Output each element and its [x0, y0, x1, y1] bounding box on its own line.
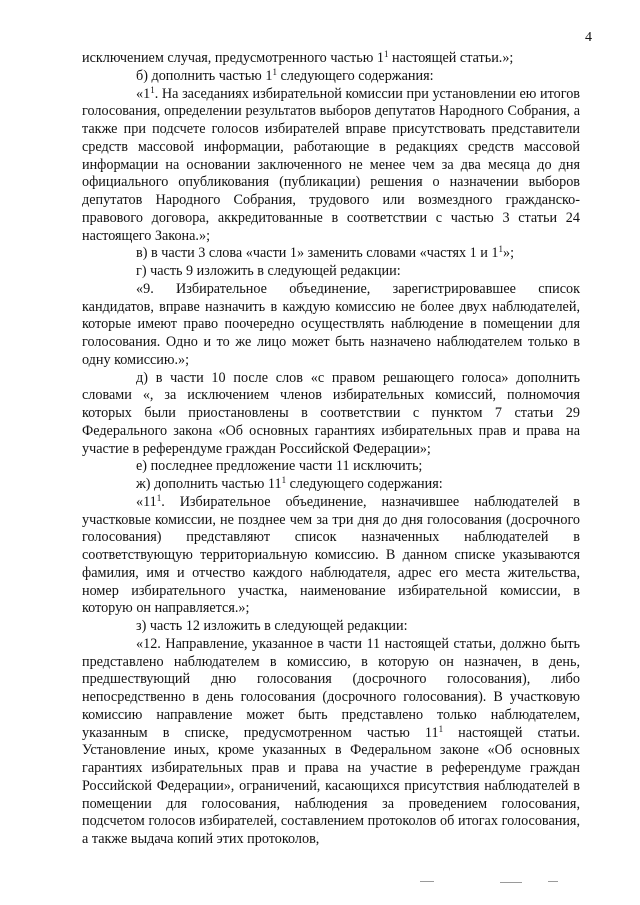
paragraph-item-b: б) дополнить частью $1^1$ следующего содержания: [136, 66, 434, 84]
page-number: 4 [585, 30, 592, 45]
paragraph-item-zh: ж) дополнить частью $11^1$ следующего содержания: [136, 475, 443, 492]
paragraph-item-g: г) часть 9 изложить в следующей редакции: [136, 263, 401, 279]
scan-artifact [548, 881, 558, 882]
paragraph-part-11-1: «$11^1$. Избирательное объединение, назначившее наблюдателей в участковые комиссии, не позднее чем за три дня до дня голосования (досрочного голосования) представляют список назначенных наблюдателей в соответствующую территориальную комиссию. В данном списке указываются фамилия, имя и отчество каждого наблюдателя, адрес его места жительства, номер избирательного участка, наименование избирательной комиссии, в которую он направляется.»; [82, 492, 580, 617]
paragraph-part-9: «9. Избирательное объединение, зарегистрировавшее список кандидатов, вправе назначить в каждую комиссию не более двух наблюдателей, которые имеют право поочередно осуществлять наблюдение в помещении для голосования. Одно и то же лицо может быть назначено наблюдателем только в одну комиссию.»; [82, 280, 580, 368]
paragraph-part-12: «12. Направление, указанное в части 11 настоящей статьи, должно быть представлено наблюдателем в комиссию, в которую он назначен, в день, предшествующий дню голосования (досрочного голосования), либо непосредственно в день голосования (досрочного голосования). В участковую комиссию направление может быть представлено только наблюдателем, указанным в списке, предусмотренном частью $11^1$ настоящей статьи. Установление иных, кроме указанных в Федеральном законе «Об основных гарантиях избирательных прав и права на участие в референдуме граждан Российской Федерации», ограничений, касающихся присутствия наблюдателей в помещении для голосования, наблюдения за проведением голосования, подсчетом голосов избирателей, составлением протоколов об итогах голосования, а также выдача копий этих протоколов, [82, 635, 580, 847]
paragraph-item-z: з) часть 12 изложить в следующей редакции: [136, 618, 408, 634]
scan-artifact [500, 882, 522, 883]
paragraph-item-v: в) в части 3 слова «части 1» заменить словами «частях 1 и $1^1$»; [136, 244, 515, 262]
paragraph-item-e: е) последнее предложение части 11 исключить; [136, 458, 423, 475]
scan-artifact [420, 881, 434, 882]
paragraph-part-1-1: «$1^1$. На заседаниях избирательной комиссии при установлении ею итогов голосования, определении результатов выборов депутатов Народного Собрания, а также при подсчете голосов избирателей вправе присутствовать представители средств массовой информации, работающие в редакциях средств массовой информации на основании заключенного не менее чем за два месяца до дня официального опубликования (публикации) решения о назначении выборов депутатов Народного Собрания, трудового или возмездного гражданско-правового договора, аккредитованные в соответствии с частью 3 статьи 24 настоящего Закона.»; [82, 84, 580, 244]
paragraph-item-d: д) в части 10 после слов «с правом решающего голоса» дополнить словами «, за исключением членов избирательных комиссий, полномочия которых были приостановлены в соответствии с пунктом 7 статьи 29 Федерального закона «Об основных гарантиях избирательных прав и права на участие в референдуме граждан Российской Федерации»; [82, 369, 580, 457]
paragraph-continuation: исключением случая, предусмотренного частью $1^1$ настоящей статьи.»; [82, 49, 514, 66]
document-body [82, 50, 580, 849]
